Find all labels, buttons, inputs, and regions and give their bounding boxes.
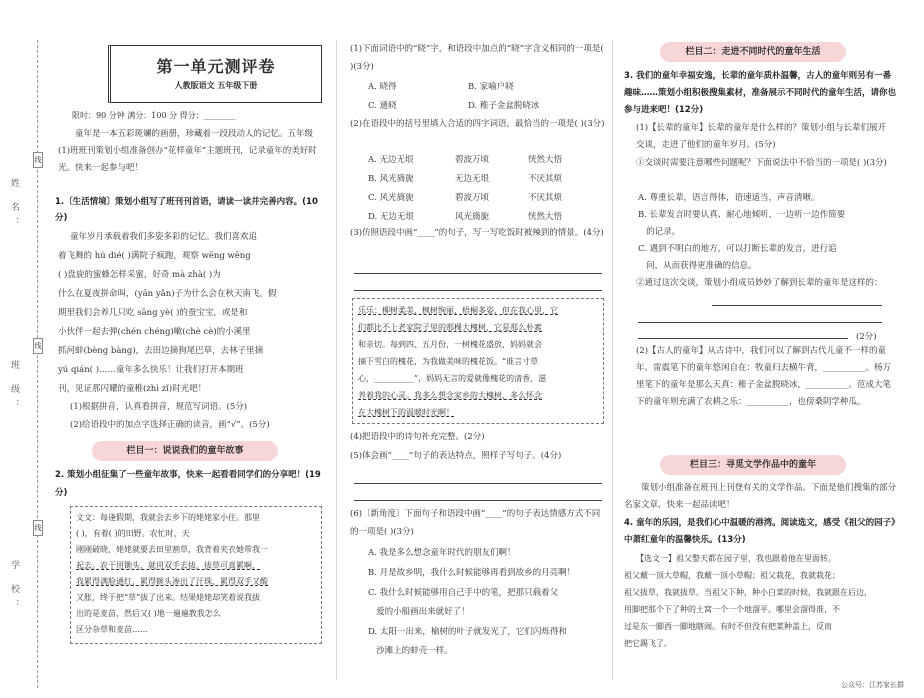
page-title: 第一单元测评卷 [156,57,276,76]
name-label: 姓 名： [9,178,19,232]
right-sub-1b: ②通过这次交谈，策划小组成员妙妙了解到长辈的童年是这样的： [636,278,883,288]
question-2-heading: 2. 策划小组征集了一些童年故事，快来一起看看同学们的分享吧！(19分) [55,470,321,498]
excerpt-line: 把它踢飞了。 [624,639,672,648]
option: 恍然大悟 [528,212,563,222]
q1-line: 什么在夏夜拼命叫，(yān yǎn)子为什么会在秋天南飞。假 [58,289,277,299]
right-sub-2: (2)【古人的童年】从古诗中，我们可以了解到古代儿童不一样的童年。雷震笔下的童年悠闲自在：牧童归去横牛背，__________。杨万里笔下的童年是那么天真：稚子金盆脱晓冰，__________。范成大笔下的童年则充满了农耕之乐：__________，也傍桑阴学种瓜。 [636,346,892,407]
excerpt-line: 【选文一】祖父整天都在园子里，我也跟着他在里面转。 [636,554,836,563]
q1-sub-2: (2)给语段中的加点字选择正确的读音，画“√”。(5分) [70,420,270,430]
story-line: 刚刚破晓，姥姥就要去田里割草，我背着夹衣她带我一 [76,545,268,554]
answer-line[interactable] [354,483,602,484]
option: A. 尊重长辈，语言得体，语速适当，声音清晰。 [638,193,820,203]
option: B. 长辈发言时要认真、耐心地倾听，一边听一边作简要 [638,210,846,220]
option: B. 风光旖旎 [368,174,414,184]
option: 无边无垠 [455,174,490,184]
q1-line: 刊，见证那闪耀的童稚(zhì zǐ)时光吧！ [58,384,207,394]
option: B. 月是故乡明，我什么时候能够再看到故乡的月亮啊！ [368,568,576,578]
option: C. 我什么时候能够用自己手中的笔，把那只载着父 [368,588,559,598]
score-label: (2分) [856,332,877,342]
answer-line[interactable] [638,338,848,339]
option: 沙滩上的蚌壳一样。 [368,646,453,656]
option: C. 风光旖旎 [368,193,414,203]
binding-mark: 线 [33,152,43,168]
option: D. 稚子金盆脱晓冰 [468,101,540,111]
story-line: ( )，有着( )的田野。农忙时，天 [76,529,190,538]
reading-line: 和亲切。每到四、五月份，一树槐花盛放，妈妈就会 [358,340,542,349]
binding-mark: 线 [33,520,43,536]
mid-q2: (2)在语段中的括号里填入合适的四字词语，最恰当的一项是( )(3分) [350,119,605,129]
mid-q1: (1)下面词语中的“晓”字，和语段中加点的“晓”字含义相同的一项是( )(3分) [350,44,604,72]
column-divider [612,40,613,680]
class-label: 班 级： [9,360,19,414]
answer-line[interactable] [638,322,882,323]
reading-line: 在大槐树下的温暖时光啊！ [358,408,454,417]
question-3-heading: 3. 我们的童年幸福安逸，长辈的童年质朴温馨，古人的童年则另有一番趣味……策划小组积极搜集素材，准备展示不同时代的童年生活，请你也参与进来吧！(12分) [624,71,897,115]
q1-line: 小伙伴一起去弹(chén chéng)嗽(chè cè)的小溪里 [58,327,251,337]
story-line: 又胀，终于把“草”拔了出来。结果姥姥却笑着说我拔 [76,593,261,602]
q1-line: yú qián( )……童年多么快乐！让我们打开本期班 [58,365,244,375]
story-line: 文文：每逢假期，我就会去乡下的姥姥家小住。那里 [76,513,260,522]
option: C. 遇到不明白的地方，可以打断长辈的发言，进行追 [638,244,837,254]
option: 不厌其烦 [528,193,563,203]
option: 的记录。 [638,227,681,237]
question-4-heading: 4. 童年的乐园，是我们心中温暖的港湾。阅读选文，感受《祖父的园子》中萧红童年的温馨快乐。(13分) [624,518,896,545]
exam-meta: 限时：90 分钟 满分：100 分 得分：________ [72,111,236,120]
option: A. 无边无垠 [368,155,414,165]
answer-line[interactable] [354,500,602,501]
excerpt-line: 用脚把那个下了种的土窝一个一个地溜平。哪里会溜得准，不 [624,605,840,614]
answer-line[interactable] [354,290,602,291]
title-box [108,45,322,103]
option: 不厌其烦 [528,174,563,184]
q1-line: 期里我们会养几只吃 sāng yè( )的蚕宝宝，或是和 [58,308,248,318]
excerpt-line: 祖父戴一顶大草帽，我戴一顶小草帽；祖父栽花，我就栽花； [624,571,840,580]
option: D. 太阳一出来，榆树的叶子就发光了，它们闪烁得和 [368,627,567,637]
option: 风光旖旎 [455,212,490,222]
option: 恍然大悟 [528,155,563,165]
right-sub-1a: ①交谈时需要注意哪些问题呢？下面说法中不恰当的一项是( )(3分) [636,158,887,168]
story-line: 我累得满脸通红，累得额头渗出了汗珠，累得双手又酸 [76,577,268,586]
mid-q5: (5)体会画“____”句子的表达特点，照样子写句子。(4分) [350,451,562,461]
right-sub-1: (1)【长辈的童年】长辈的童年是什么样的？策划小组与长辈们展开交谈，走进了他们的童年岁月。(5分) [636,123,887,150]
page-subtitle: 人教版语文 五年级下册 [174,81,258,90]
section-3-intro: 策划小组准备在班刊上刊登有关的文学作品。下面是他们搜集的部分名家文章，快来一起品读吧！ [624,483,897,510]
option: 碧波万顷 [455,155,490,165]
reading-line: 们都比不上老家院子里的那棵大槐树，它是那么朴素 [358,323,542,332]
option: A. 我是多么想念童年时代的朋友们啊！ [368,548,516,558]
column-divider [336,40,337,680]
excerpt-line: 过是东一脚西一脚地瞎闹。有时不但没有把菜种盖上，反而 [624,622,832,631]
reading-line: 摘下雪白的槐花，为我做美味的槐花饭。“谁言寸草 [358,357,539,366]
section-1-banner: 栏目一：说说我们的童年故事 [92,441,278,461]
section-3-banner: 栏目三：寻觅文学作品中的童年 [660,455,846,475]
binding-mark: 线 [33,338,43,354]
footer-note: 公众号：江苏家长群 [841,681,904,689]
option: D. 无边无垠 [368,212,414,222]
question-1-heading: 1.〔生活情境〕策划小组写了班刊刊首语，请读一读并完善内容。(10分) [55,197,318,223]
q1-line: 抓河蚌(bèng bàng)，去田边摘狗尾巴草，去林子里摘 [58,346,264,356]
reading-line: 养着我的心灵。我多么想念家乡的大槐树，多么怀念 [358,391,542,400]
section-2-banner: 栏目二：走进不同时代的童年生活 [660,42,846,62]
mid-q6: (6)〔新角度〕下面句子和语段中画“____”的句子表达情感方式不同的一项是( )(3分) [350,509,601,537]
story-line: 区分杂草和麦苗…… [76,625,148,634]
option: 碧波万顷 [455,193,490,203]
reading-line: 乐乐：柳树柔美，枫树绚丽，梧桐多姿，但在我心里，它 [358,306,558,315]
option: B. 家喻户晓 [468,82,514,92]
q1-line: 着飞舞的 hú dié( )满院子疯跑，观察 wēng wēng [58,251,251,261]
q1-sub-1: (1)根据拼音，认真看拼音，规范写词语。(5分) [70,402,248,412]
intro-paragraph: 童年是一本五彩斑斓的画册，珍藏着一段段动人的记忆。五年级(1)班班刊策划小组准备创办“花样童年”主题班刊，记录童年的美好时光。快来一起参与吧！ [58,129,317,173]
school-label: 学 校： [9,560,19,614]
mid-q3: (3)仿照语段中画“____”的句子，写一写吃饭时被辣到的情景。(4分) [350,228,604,238]
binding-line [37,40,39,688]
option: C. 通晓 [368,101,397,111]
story-line: 起去。农干用锄头，就用双手去拔。拔草可真累啊， [76,561,260,570]
story-line: 出的是麦苗，然后又( )地一遍遍教我怎么 [76,609,221,618]
option: 问，从而获得更准确的信息。 [638,261,757,271]
option: A. 晓得 [368,82,397,92]
q1-line: 童年岁月承载着我们多姿多彩的记忆。我们喜欢追 [70,232,258,242]
answer-line[interactable] [354,273,602,274]
answer-line[interactable] [712,305,882,306]
reading-line: 心，__________”，妈妈无言的爱就像槐花的清香，滋 [358,374,547,383]
option: 爱的小船画出来就好了！ [368,607,470,617]
mid-q4: (4)把语段中的诗句补充完整。(2分) [350,432,485,442]
q1-line: ( )盘旋的蜜蜂怎样采蜜，好奇 mà zhà( )为 [58,270,221,280]
excerpt-line: 祖父拔草，我就拔草。当祖父下种，种小白菜的时候，我就跟在后边， [624,588,872,597]
